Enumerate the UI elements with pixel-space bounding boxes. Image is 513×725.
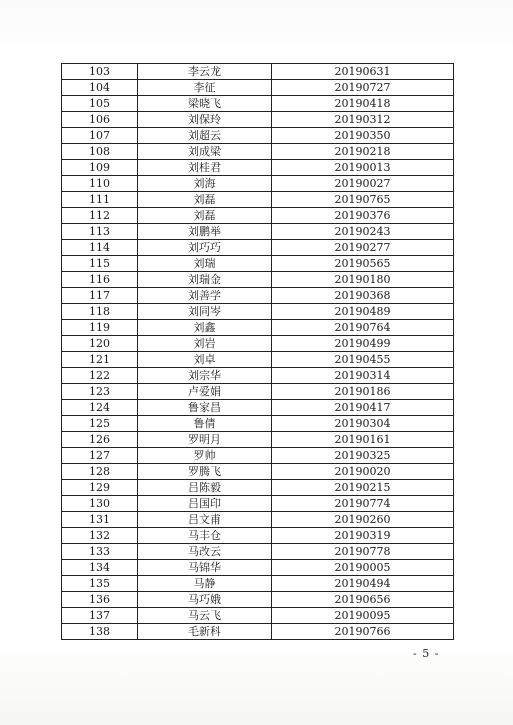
row-id-cell: 20190418 [272, 96, 454, 112]
table-row [62, 528, 454, 544]
row-index-cell: 130 [62, 496, 138, 512]
row-id-cell: 20190020 [272, 464, 454, 480]
row-id-cell: 20190727 [272, 80, 454, 96]
row-name-cell: 刘同岑 [138, 304, 272, 320]
row-index-cell: 104 [62, 80, 138, 96]
row-name-cell: 刘岩 [138, 336, 272, 352]
row-index-cell: 107 [62, 128, 138, 144]
row-index-cell: 123 [62, 384, 138, 400]
row-name-cell: 刘善学 [138, 288, 272, 304]
row-index-cell: 118 [62, 304, 138, 320]
table-row [62, 576, 454, 592]
row-index-cell: 129 [62, 480, 138, 496]
row-id-cell: 20190376 [272, 208, 454, 224]
row-name-cell: 马云飞 [138, 608, 272, 624]
row-index-cell: 113 [62, 224, 138, 240]
row-name-cell: 梁晓飞 [138, 96, 272, 112]
row-index-cell: 137 [62, 608, 138, 624]
row-id-cell: 20190186 [272, 384, 454, 400]
row-id-cell: 20190565 [272, 256, 454, 272]
roster-table [61, 63, 454, 640]
row-id-cell: 20190765 [272, 192, 454, 208]
table-row [62, 304, 454, 320]
row-index-cell: 121 [62, 352, 138, 368]
table-row [62, 176, 454, 192]
row-index-cell: 117 [62, 288, 138, 304]
row-name-cell: 鲁倩 [138, 416, 272, 432]
row-index-cell: 131 [62, 512, 138, 528]
table-row [62, 80, 454, 96]
row-index-cell: 124 [62, 400, 138, 416]
row-name-cell: 刘磊 [138, 192, 272, 208]
row-index-cell: 110 [62, 176, 138, 192]
row-name-cell: 刘磊 [138, 208, 272, 224]
row-index-cell: 136 [62, 592, 138, 608]
table-row [62, 160, 454, 176]
table-row [62, 560, 454, 576]
table-row [62, 208, 454, 224]
table-row [62, 144, 454, 160]
table-row [62, 432, 454, 448]
row-id-cell: 20190304 [272, 416, 454, 432]
row-id-cell: 20190764 [272, 320, 454, 336]
row-name-cell: 毛新科 [138, 624, 272, 640]
row-index-cell: 103 [62, 64, 138, 80]
row-index-cell: 127 [62, 448, 138, 464]
row-index-cell: 115 [62, 256, 138, 272]
table-row [62, 416, 454, 432]
table-row [62, 624, 454, 640]
row-id-cell: 20190314 [272, 368, 454, 384]
row-name-cell: 吕陈毅 [138, 480, 272, 496]
table-row [62, 496, 454, 512]
table-row [62, 352, 454, 368]
row-index-cell: 128 [62, 464, 138, 480]
row-name-cell: 刘巧巧 [138, 240, 272, 256]
row-id-cell: 20190417 [272, 400, 454, 416]
row-id-cell: 20190180 [272, 272, 454, 288]
row-index-cell: 120 [62, 336, 138, 352]
row-id-cell: 20190494 [272, 576, 454, 592]
table-row [62, 320, 454, 336]
table-row [62, 336, 454, 352]
row-index-cell: 134 [62, 560, 138, 576]
row-id-cell: 20190325 [272, 448, 454, 464]
row-id-cell: 20190243 [272, 224, 454, 240]
row-index-cell: 125 [62, 416, 138, 432]
table-row [62, 128, 454, 144]
row-index-cell: 135 [62, 576, 138, 592]
row-index-cell: 138 [62, 624, 138, 640]
row-id-cell: 20190095 [272, 608, 454, 624]
row-name-cell: 刘宗华 [138, 368, 272, 384]
row-name-cell: 李云龙 [138, 64, 272, 80]
row-index-cell: 105 [62, 96, 138, 112]
row-name-cell: 马静 [138, 576, 272, 592]
table-row [62, 256, 454, 272]
row-id-cell: 20190774 [272, 496, 454, 512]
table-row [62, 96, 454, 112]
row-name-cell: 刘超云 [138, 128, 272, 144]
row-name-cell: 马改云 [138, 544, 272, 560]
row-name-cell: 吕文甫 [138, 512, 272, 528]
row-id-cell: 20190277 [272, 240, 454, 256]
row-name-cell: 鲁家昌 [138, 400, 272, 416]
table-row [62, 192, 454, 208]
row-id-cell: 20190455 [272, 352, 454, 368]
row-name-cell: 刘保玲 [138, 112, 272, 128]
row-id-cell: 20190027 [272, 176, 454, 192]
table-row [62, 608, 454, 624]
row-id-cell: 20190319 [272, 528, 454, 544]
row-name-cell: 罗帅 [138, 448, 272, 464]
row-index-cell: 122 [62, 368, 138, 384]
row-id-cell: 20190005 [272, 560, 454, 576]
row-name-cell: 刘成梁 [138, 144, 272, 160]
row-id-cell: 20190013 [272, 160, 454, 176]
table-row [62, 240, 454, 256]
row-id-cell: 20190766 [272, 624, 454, 640]
table-row [62, 384, 454, 400]
row-name-cell: 刘鑫 [138, 320, 272, 336]
row-name-cell: 马锦华 [138, 560, 272, 576]
row-id-cell: 20190260 [272, 512, 454, 528]
row-id-cell: 20190215 [272, 480, 454, 496]
table-row [62, 272, 454, 288]
row-name-cell: 马丰仓 [138, 528, 272, 544]
row-index-cell: 106 [62, 112, 138, 128]
row-name-cell: 卢爱娟 [138, 384, 272, 400]
row-name-cell: 刘海 [138, 176, 272, 192]
row-index-cell: 112 [62, 208, 138, 224]
table-row [62, 112, 454, 128]
row-name-cell: 刘鹏举 [138, 224, 272, 240]
table-row [62, 288, 454, 304]
table-row [62, 448, 454, 464]
roster-table-body [62, 64, 454, 640]
table-row [62, 224, 454, 240]
row-id-cell: 20190312 [272, 112, 454, 128]
page-number: - 5 - [413, 647, 440, 660]
table-row [62, 464, 454, 480]
row-id-cell: 20190161 [272, 432, 454, 448]
row-index-cell: 114 [62, 240, 138, 256]
table-row [62, 368, 454, 384]
row-id-cell: 20190368 [272, 288, 454, 304]
table-row [62, 400, 454, 416]
table-row [62, 544, 454, 560]
table-row [62, 512, 454, 528]
table-row [62, 480, 454, 496]
row-id-cell: 20190656 [272, 592, 454, 608]
row-name-cell: 罗腾飞 [138, 464, 272, 480]
row-name-cell: 李征 [138, 80, 272, 96]
row-index-cell: 126 [62, 432, 138, 448]
row-name-cell: 刘桂君 [138, 160, 272, 176]
row-index-cell: 132 [62, 528, 138, 544]
row-index-cell: 111 [62, 192, 138, 208]
row-id-cell: 20190631 [272, 64, 454, 80]
row-id-cell: 20190489 [272, 304, 454, 320]
table-row [62, 64, 454, 80]
row-name-cell: 刘卓 [138, 352, 272, 368]
row-name-cell: 刘瑞金 [138, 272, 272, 288]
row-id-cell: 20190499 [272, 336, 454, 352]
row-name-cell: 马巧娥 [138, 592, 272, 608]
row-name-cell: 吕国印 [138, 496, 272, 512]
row-index-cell: 119 [62, 320, 138, 336]
row-name-cell: 罗明月 [138, 432, 272, 448]
row-id-cell: 20190350 [272, 128, 454, 144]
row-id-cell: 20190218 [272, 144, 454, 160]
row-index-cell: 109 [62, 160, 138, 176]
row-index-cell: 116 [62, 272, 138, 288]
table-row [62, 592, 454, 608]
row-id-cell: 20190778 [272, 544, 454, 560]
row-index-cell: 133 [62, 544, 138, 560]
row-index-cell: 108 [62, 144, 138, 160]
row-name-cell: 刘瑞 [138, 256, 272, 272]
